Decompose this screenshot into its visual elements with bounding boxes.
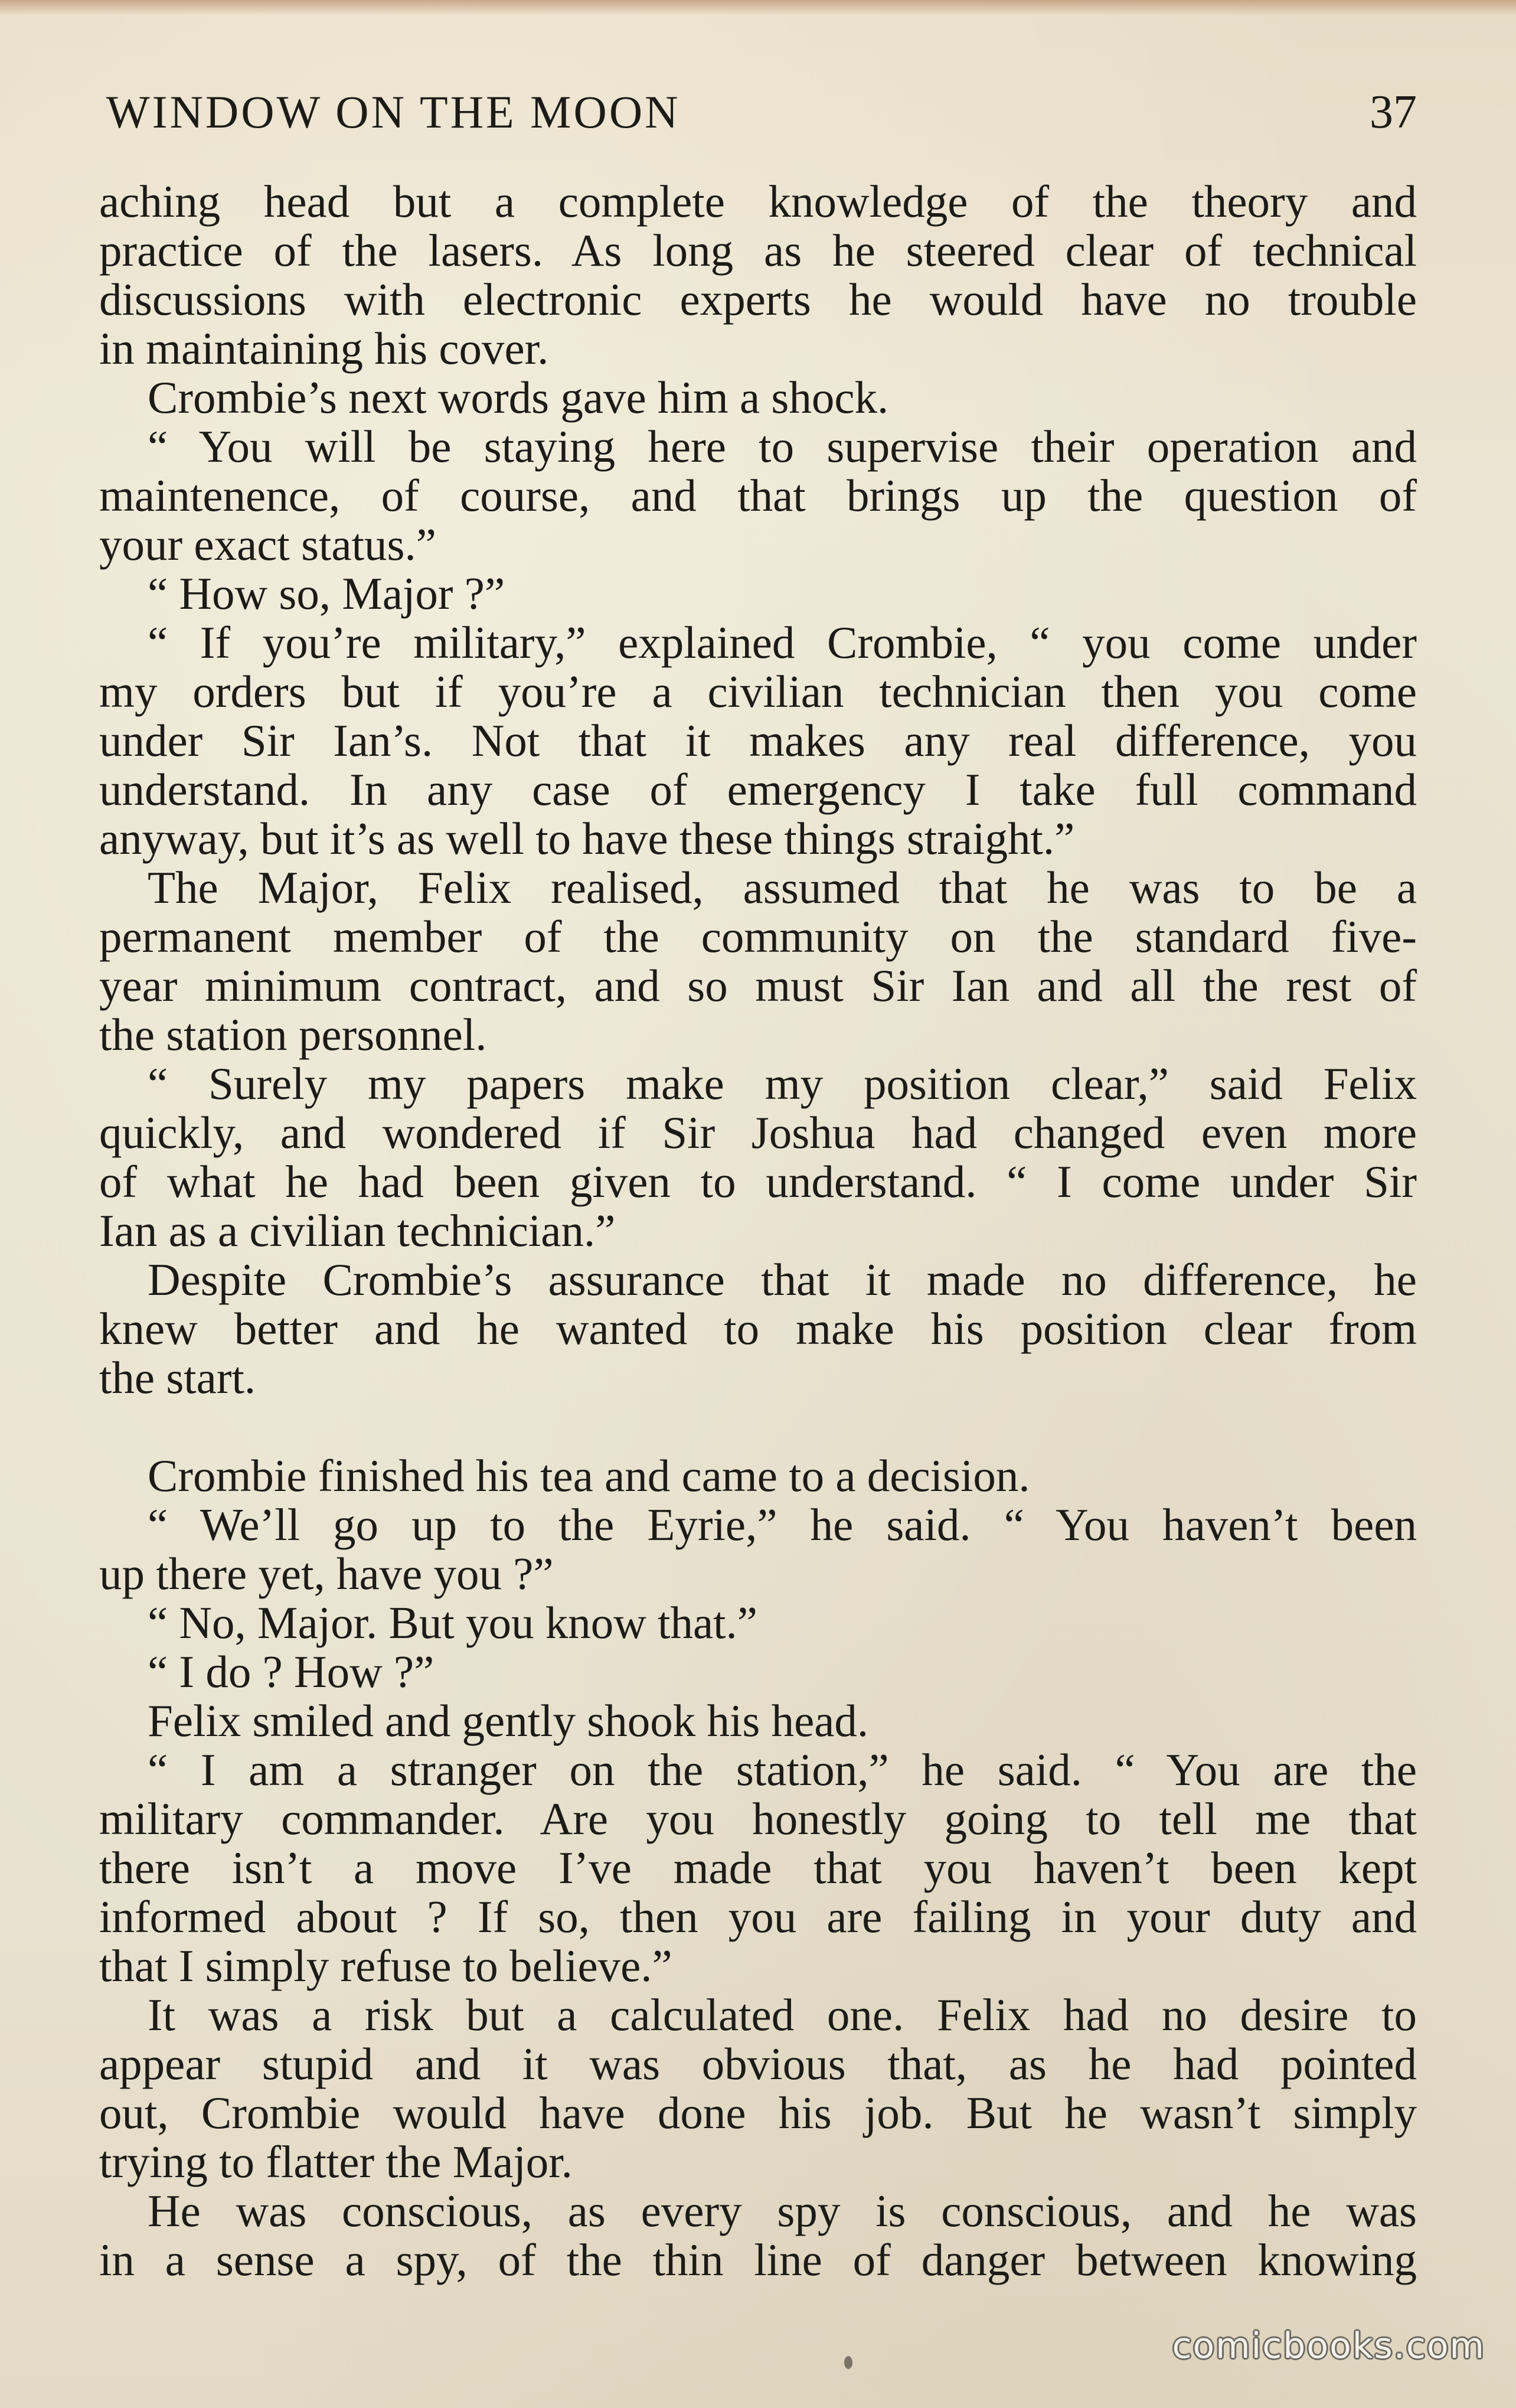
body-text (99, 177, 1417, 2285)
text-line: He was conscious, as every spy is conscious, and he was (148, 2185, 1417, 2236)
text-line: up there yet, have you ?” (99, 1548, 554, 1599)
text-line: “ We’ll go up to the Eyrie,” he said. “ You haven’t been (148, 1499, 1417, 1550)
text-line: Felix smiled and gently shook his head. (148, 1695, 869, 1746)
text-line: “ Surely my papers make my position clear,” said Felix (148, 1058, 1417, 1109)
text-line: “ I do ? How ?” (148, 1646, 434, 1697)
text-line: year minimum contract, and so must Sir Ian and all the rest of (99, 960, 1417, 1011)
text-line: “ No, Major. But you know that.” (148, 1597, 757, 1648)
text-line: informed about ? If so, then you are failing in your duty and (99, 1891, 1417, 1942)
text-line: aching head but a complete knowledge of the theory and (99, 176, 1417, 227)
text-line: maintenence, of course, and that brings up the question of (99, 470, 1417, 521)
text-line: quickly, and wondered if Sir Joshua had changed even more (99, 1107, 1417, 1158)
book-title: WINDOW ON THE MOON (106, 86, 681, 138)
text-line: “ I am a stranger on the station,” he said. “ You are the (148, 1744, 1417, 1795)
text-line: under Sir Ian’s. Not that it makes any real difference, you (99, 715, 1417, 766)
text-line: military commander. Are you honestly going to tell me that (99, 1793, 1417, 1844)
text-line: that I simply refuse to believe.” (99, 1940, 672, 1991)
text-line: in maintaining his cover. (99, 323, 549, 374)
text-line: Ian as a civilian technician.” (99, 1205, 616, 1256)
page-number: 37 (1370, 86, 1417, 138)
text-line: understand. In any case of emergency I take full command (99, 764, 1417, 815)
text-line: anyway, but it’s as well to have these things straight.” (99, 813, 1075, 864)
text-line: knew better and he wanted to make his position clear from (99, 1303, 1417, 1354)
text-line: Despite Crombie’s assurance that it made no difference, he (148, 1254, 1417, 1305)
running-head (106, 83, 1417, 142)
text-line: Crombie’s next words gave him a shock. (148, 372, 889, 423)
text-line: the station personnel. (99, 1009, 487, 1060)
page-top-edge (0, 0, 1516, 15)
text-line: permanent member of the community on the standard five- (99, 911, 1417, 962)
text-line: your exact status.” (99, 519, 436, 570)
text-line: the start. (99, 1352, 256, 1403)
text-line: The Major, Felix realised, assumed that he was to be a (148, 862, 1417, 913)
text-line: of what he had been given to understand. “ I come under Sir (99, 1156, 1417, 1207)
ink-mark (844, 2356, 852, 2369)
text-line: “ You will be staying here to supervise their operation and (148, 421, 1417, 472)
text-line: It was a risk but a calculated one. Felix had no desire to (148, 1989, 1417, 2040)
text-line: trying to flatter the Major. (99, 2136, 573, 2187)
text-line: Crombie finished his tea and came to a decision. (148, 1450, 1030, 1501)
text-line: discussions with electronic experts he would have no trouble (99, 274, 1417, 325)
text-line: “ If you’re military,” explained Crombie, “ you come under (148, 617, 1417, 668)
text-line: “ How so, Major ?” (148, 568, 505, 619)
text-line: in a sense a spy, of the thin line of danger between knowing (99, 2234, 1417, 2285)
section-break (99, 1402, 1417, 1451)
text-line: practice of the lasers. As long as he steered clear of technical (99, 225, 1417, 276)
text-line: appear stupid and it was obvious that, as he had pointed (99, 2038, 1417, 2089)
text-line: my orders but if you’re a civilian technician then you come (99, 666, 1417, 717)
watermark-logo: comicbooks.com (1172, 2325, 1485, 2367)
text-line: out, Crombie would have done his job. But he wasn’t simply (99, 2087, 1417, 2138)
text-line: there isn’t a move I’ve made that you haven’t been kept (99, 1842, 1417, 1893)
